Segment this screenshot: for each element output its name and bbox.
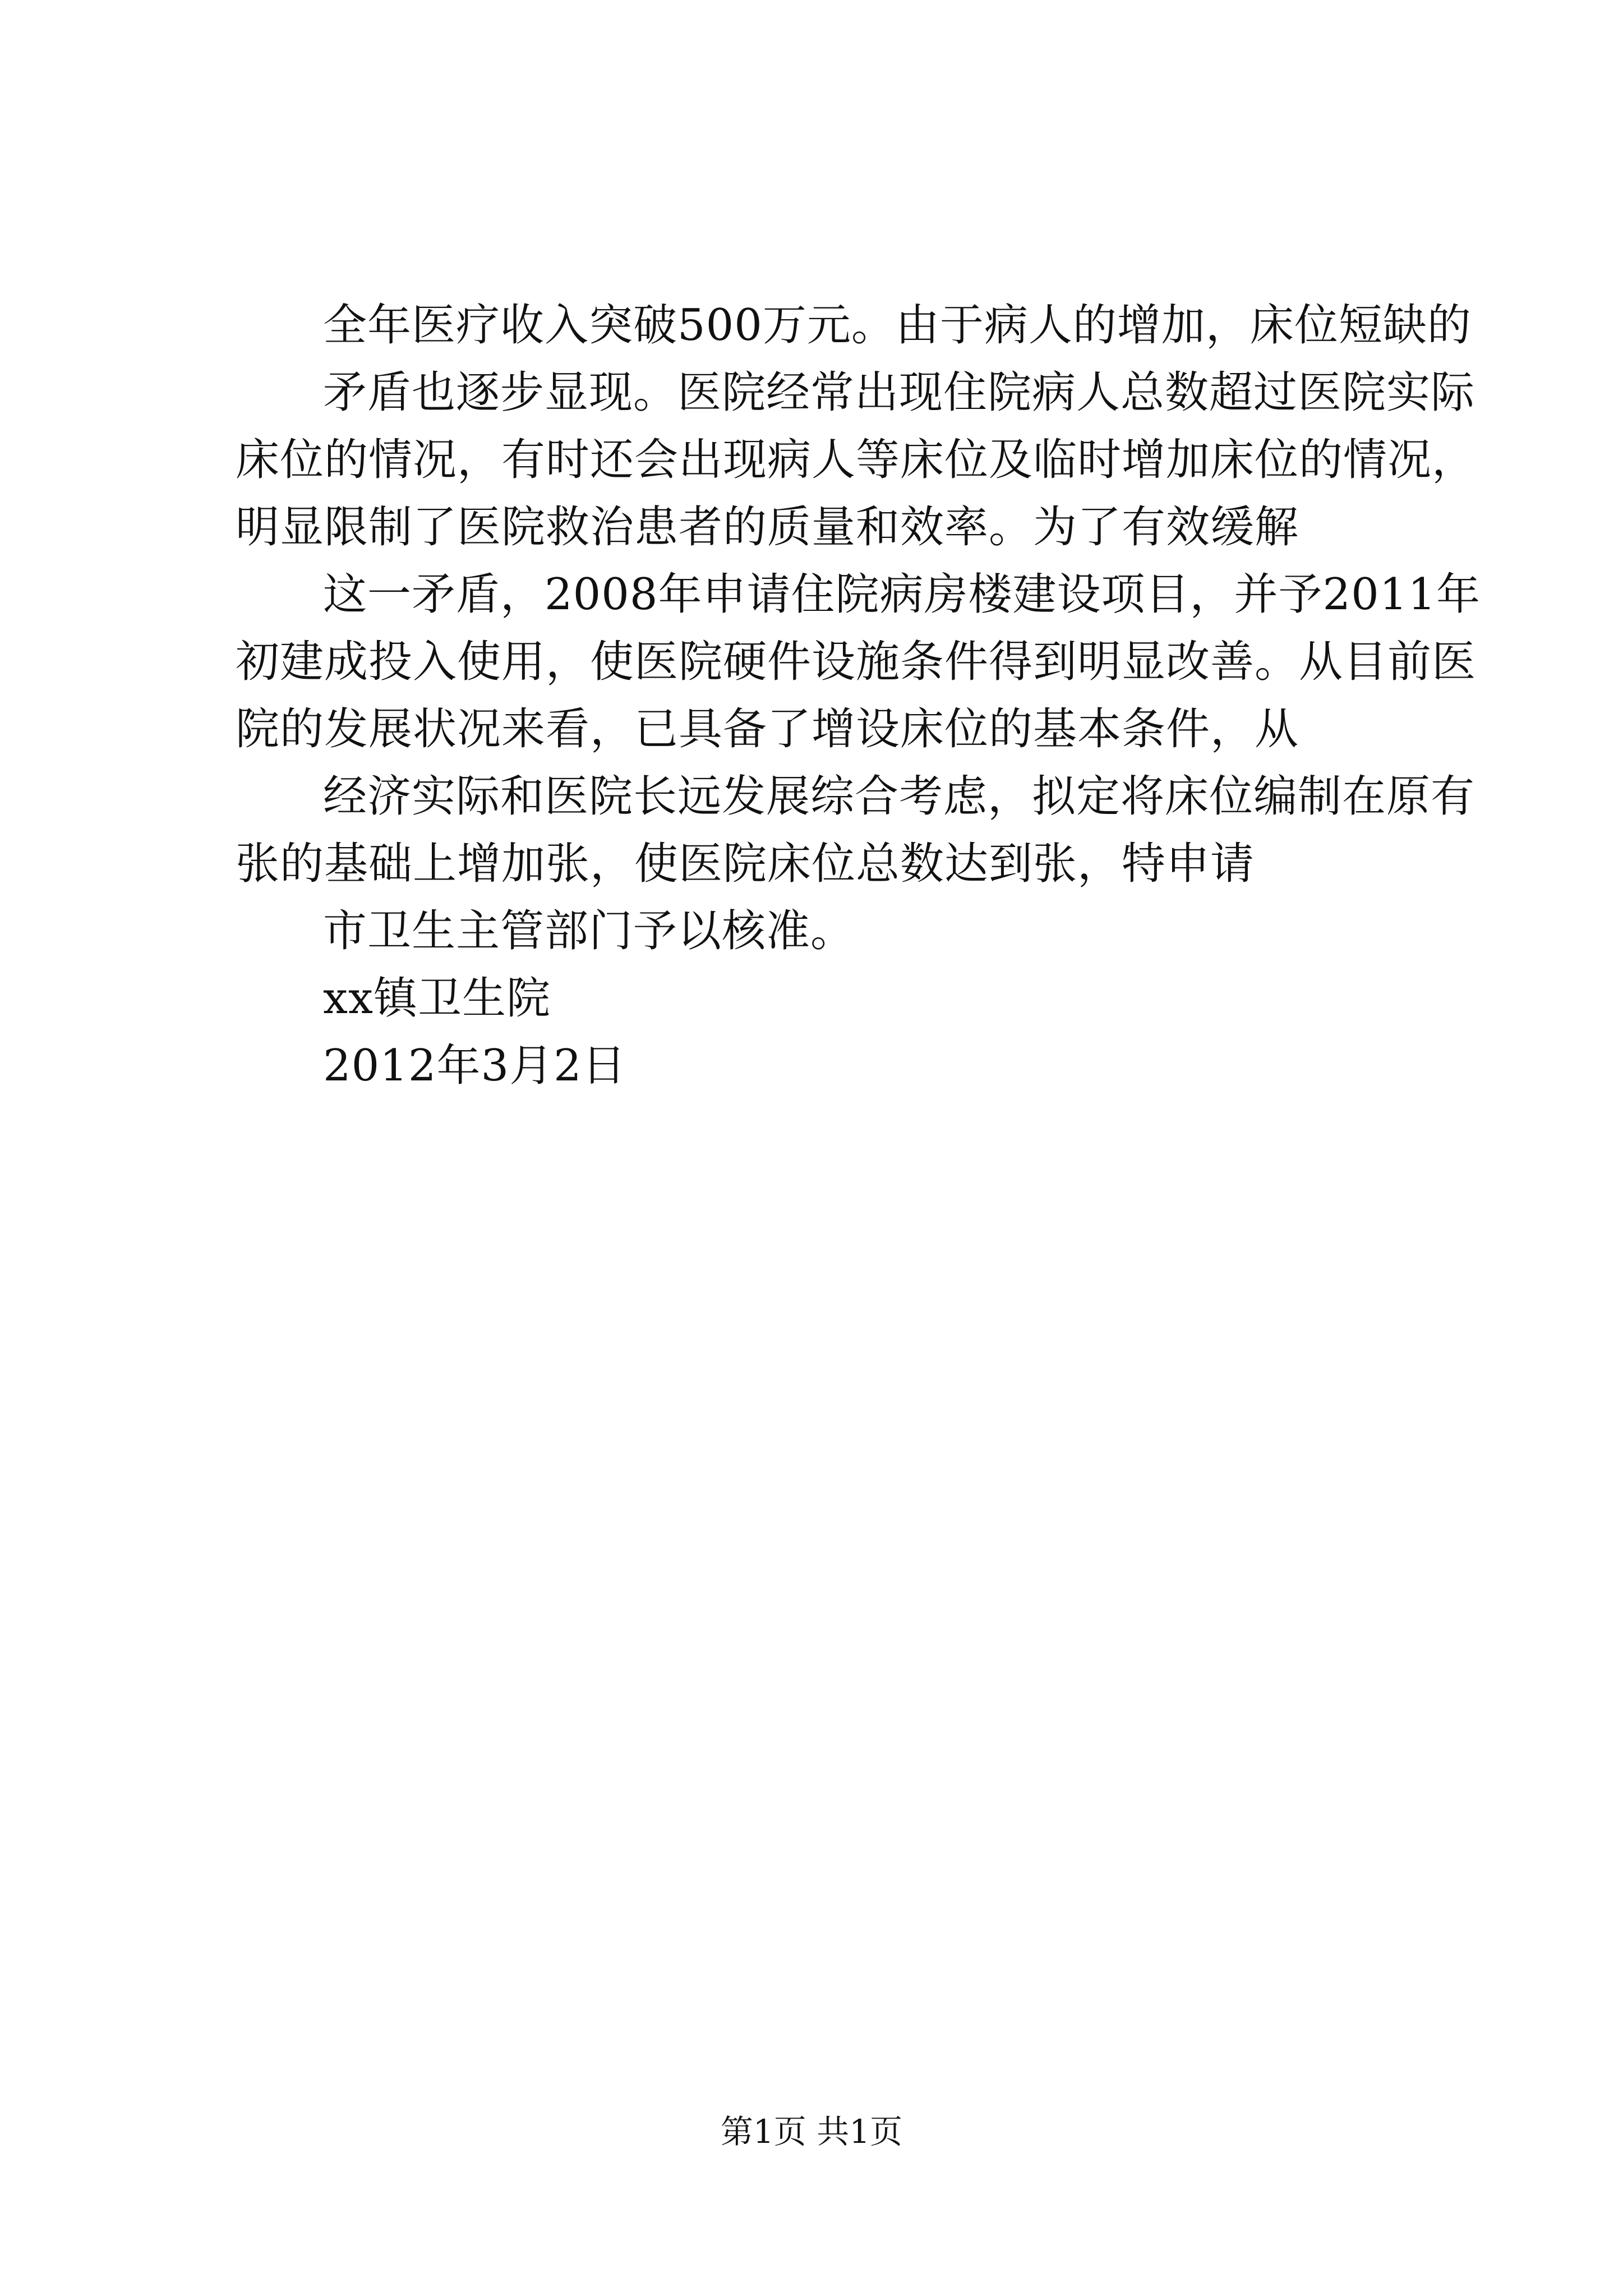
paragraph-line-5: 这一矛盾，2008年申请住院病房楼建设项目，并予2011年 xyxy=(323,569,1481,620)
paragraph-line-4: 明显限制了医院救治患者的质量和效率。为了有效缓解 xyxy=(236,502,1299,553)
document-body xyxy=(236,292,1481,1099)
paragraph-line-1: 全年医疗收入突破500万元。由于病人的增加，床位短缺的 xyxy=(323,300,1472,351)
paragraph-line-3: 床位的情况，有时还会出现病人等床位及临时增加床位的情况， xyxy=(236,435,1477,485)
paragraph-line-2: 矛盾也逐步显现。医院经常出现住院病人总数超过医院实际 xyxy=(323,367,1476,418)
signature: xx镇卫生院 xyxy=(323,973,551,1024)
paragraph-line-8: 经济实际和医院长远发展综合考虑，拟定将床位编制在原有 xyxy=(323,771,1476,822)
paragraph-line-9: 张的基础上增加张，使医院床位总数达到张，特申请 xyxy=(236,839,1255,889)
paragraph-line-7: 院的发展状况来看，已具备了增设床位的基本条件，从 xyxy=(236,704,1299,754)
page-footer: 第1页 共1页 xyxy=(720,2113,903,2151)
paragraph-line-10: 市卫生主管部门予以核准。 xyxy=(323,906,855,956)
paragraph-line-6: 初建成投入使用，使医院硬件设施条件得到明显改善。从目前医 xyxy=(236,637,1477,687)
document-date: 2012年3月2日 xyxy=(323,1041,626,1091)
